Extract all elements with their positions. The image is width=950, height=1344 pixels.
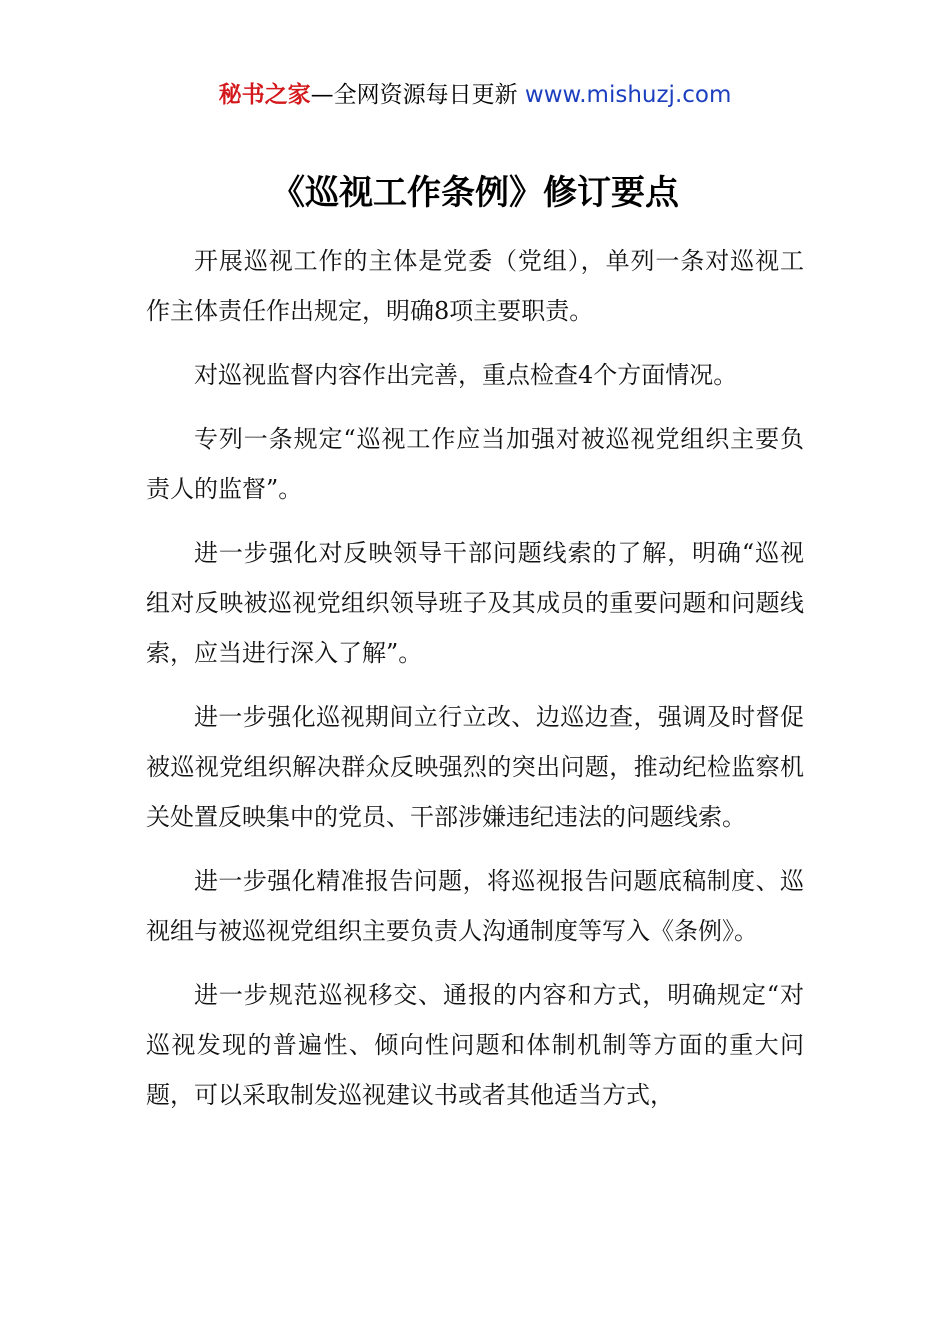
paragraph: 专列一条规定“巡视工作应当加强对被巡视党组织主要负责人的监督”。 <box>146 425 804 503</box>
paragraph: 进一步强化对反映领导干部问题线索的了解，明确“巡视组对反映被巡视党组织领导班子及其成员的重要问题和问题线索，应当进行深入了解”。 <box>146 539 804 667</box>
paragraph: 进一步强化精准报告问题，将巡视报告问题底稿制度、巡视组与被巡视党组织主要负责人沟通制度等写入《条例》。 <box>146 867 804 945</box>
document-title: 《巡视工作条例》修订要点 <box>271 173 679 213</box>
site-brand: 秘书之家 <box>218 82 311 108</box>
document-body <box>146 236 804 1134</box>
site-tagline: —全网资源每日更新 <box>310 82 525 108</box>
paragraph: 开展巡视工作的主体是党委（党组），单列一条对巡视工作主体责任作出规定，明确8项主要职责。 <box>146 247 804 325</box>
paragraph: 对巡视监督内容作出完善，重点检查4个方面情况。 <box>194 361 738 389</box>
paragraph: 进一步规范巡视移交、通报的内容和方式，明确规定“对巡视发现的普遍性、倾向性问题和体制机制等方面的重大问题，可以采取制发巡视建议书或者其他适当方式， <box>146 981 804 1109</box>
site-url-link[interactable]: www.mishuzj.com <box>524 82 732 108</box>
site-header <box>0 78 950 112</box>
paragraph: 进一步强化巡视期间立行立改、边巡边查，强调及时督促被巡视党组织解决群众反映强烈的突出问题，推动纪检监察机关处置反映集中的党员、干部涉嫌违纪违法的问题线索。 <box>146 703 804 831</box>
